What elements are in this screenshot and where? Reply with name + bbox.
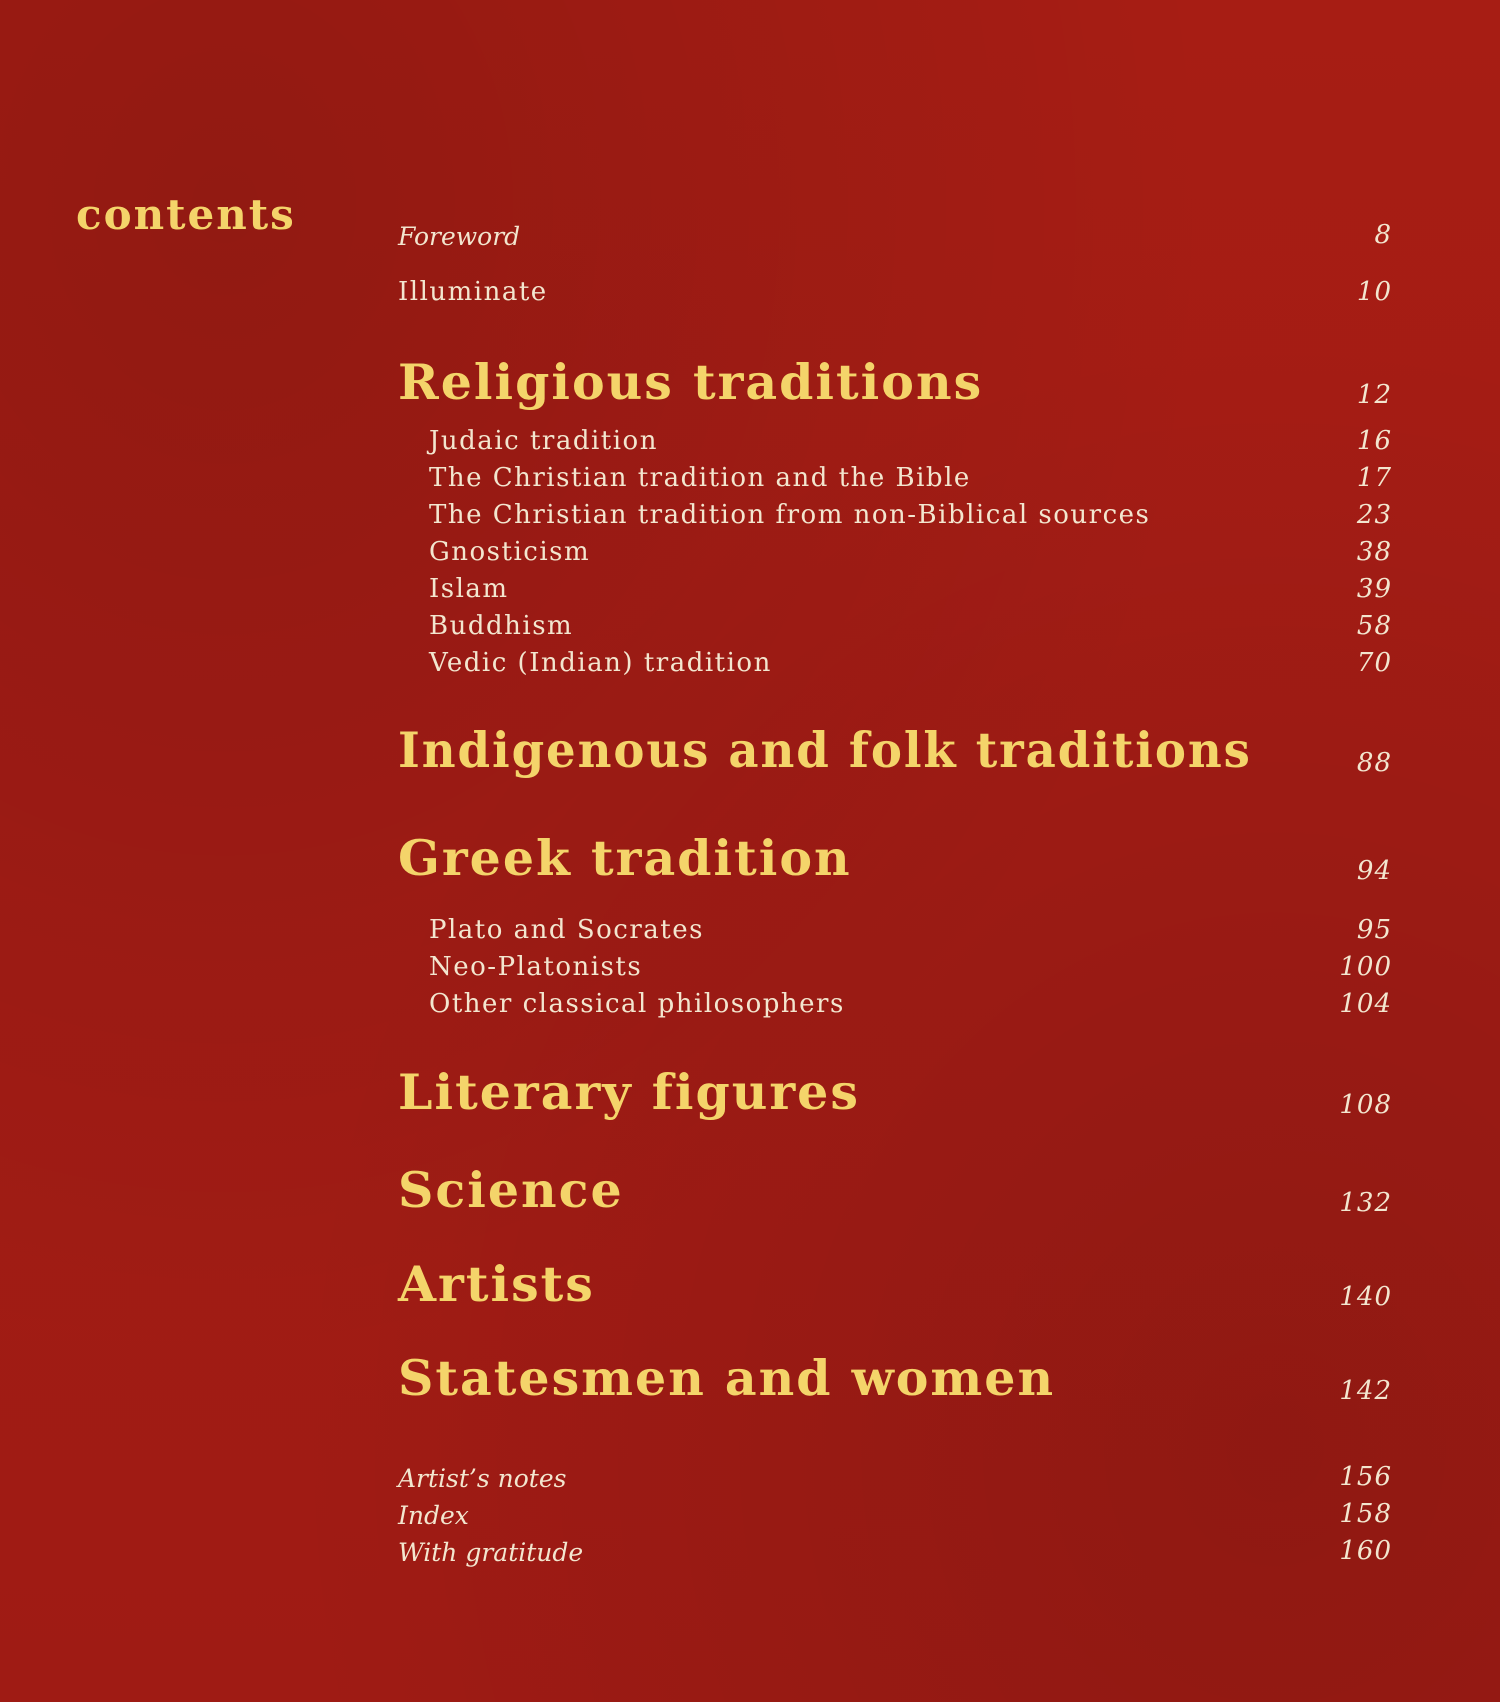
toc-section-artists[interactable]	[398, 1248, 1392, 1312]
toc-subitem-christian-bible[interactable]	[398, 453, 1392, 493]
toc-section-religious-traditions[interactable]	[398, 346, 1392, 410]
toc-page-number: 142	[1339, 1376, 1392, 1407]
toc-label: Index	[398, 1500, 469, 1530]
toc-subitem-gnosticism[interactable]	[398, 527, 1392, 567]
toc-page-number: 132	[1339, 1188, 1392, 1219]
toc-row-with-gratitude[interactable]	[398, 1526, 1392, 1566]
toc-label: With gratitude	[398, 1537, 584, 1567]
toc-section-science[interactable]	[398, 1154, 1392, 1218]
toc-page-number: 88	[1356, 748, 1392, 779]
section-title: Greek tradition	[398, 829, 852, 888]
toc-label: Islam	[429, 574, 509, 605]
toc-label: Artist’s notes	[398, 1463, 567, 1493]
toc-page-number: 104	[1339, 989, 1392, 1020]
section-title: Indigenous and folk traditions	[398, 721, 1252, 780]
toc-section-literary-figures[interactable]	[398, 1056, 1392, 1120]
toc-page-number: 23	[1356, 500, 1392, 531]
toc-subitem-classical-philosophers[interactable]	[398, 979, 1392, 1019]
toc-label: Neo-Platonists	[429, 952, 643, 983]
toc-page-number: 8	[1374, 220, 1392, 251]
toc-subitem-buddhism[interactable]	[398, 601, 1392, 641]
toc-page-number: 94	[1356, 856, 1392, 887]
section-title: Science	[398, 1161, 624, 1220]
toc-label: Judaic tradition	[429, 426, 658, 457]
toc-label: Foreword	[398, 221, 521, 251]
toc-label: The Christian tradition from non-Biblical sources	[429, 500, 1151, 531]
toc-subitem-plato-socrates[interactable]	[398, 905, 1392, 945]
toc-page-number: 12	[1356, 380, 1392, 411]
toc-page-number: 160	[1339, 1536, 1392, 1567]
toc-subitem-neo-platonists[interactable]	[398, 942, 1392, 982]
toc-page-number: 16	[1356, 426, 1392, 457]
toc-row-illuminate[interactable]	[398, 261, 1392, 307]
toc-page-number: 95	[1356, 915, 1392, 946]
toc-label: Other classical philosophers	[429, 989, 845, 1020]
toc-label: Illuminate	[398, 277, 548, 308]
toc-page-number: 140	[1339, 1282, 1392, 1313]
section-title: Statesmen and women	[398, 1349, 1056, 1408]
toc-label: Plato and Socrates	[429, 915, 704, 946]
toc-section-greek-tradition[interactable]	[398, 822, 1392, 886]
toc-label: The Christian tradition and the Bible	[429, 463, 971, 494]
section-title: Artists	[398, 1255, 595, 1314]
toc-page-number: 70	[1356, 648, 1392, 679]
toc-subitem-christian-non-biblical[interactable]	[398, 490, 1392, 530]
toc-subitem-judaic[interactable]	[398, 416, 1392, 456]
toc-label: Buddhism	[429, 611, 574, 642]
toc-row-foreword[interactable]	[398, 204, 1392, 250]
toc-page-number: 158	[1339, 1499, 1392, 1530]
toc-label: Gnosticism	[429, 537, 591, 568]
toc-page-number: 108	[1339, 1090, 1392, 1121]
toc-page-number: 39	[1356, 574, 1392, 605]
contents-heading: contents	[76, 190, 296, 239]
toc-page-number: 100	[1339, 952, 1392, 983]
toc-page-number: 38	[1356, 537, 1392, 568]
toc-row-index[interactable]	[398, 1489, 1392, 1529]
toc-page-number: 58	[1356, 611, 1392, 642]
toc-section-indigenous-folk[interactable]	[398, 714, 1392, 778]
toc-page-number: 17	[1356, 463, 1392, 494]
toc-section-statesmen-and-women[interactable]	[398, 1342, 1392, 1406]
toc-subitem-vedic[interactable]	[398, 638, 1392, 678]
toc-row-artists-notes[interactable]	[398, 1452, 1392, 1492]
toc-page-number: 10	[1356, 277, 1392, 308]
toc-subitem-islam[interactable]	[398, 564, 1392, 604]
toc-label: Vedic (Indian) tradition	[429, 648, 772, 679]
toc-page-number: 156	[1339, 1462, 1392, 1493]
section-title: Religious traditions	[398, 353, 984, 412]
section-title: Literary figures	[398, 1063, 860, 1122]
